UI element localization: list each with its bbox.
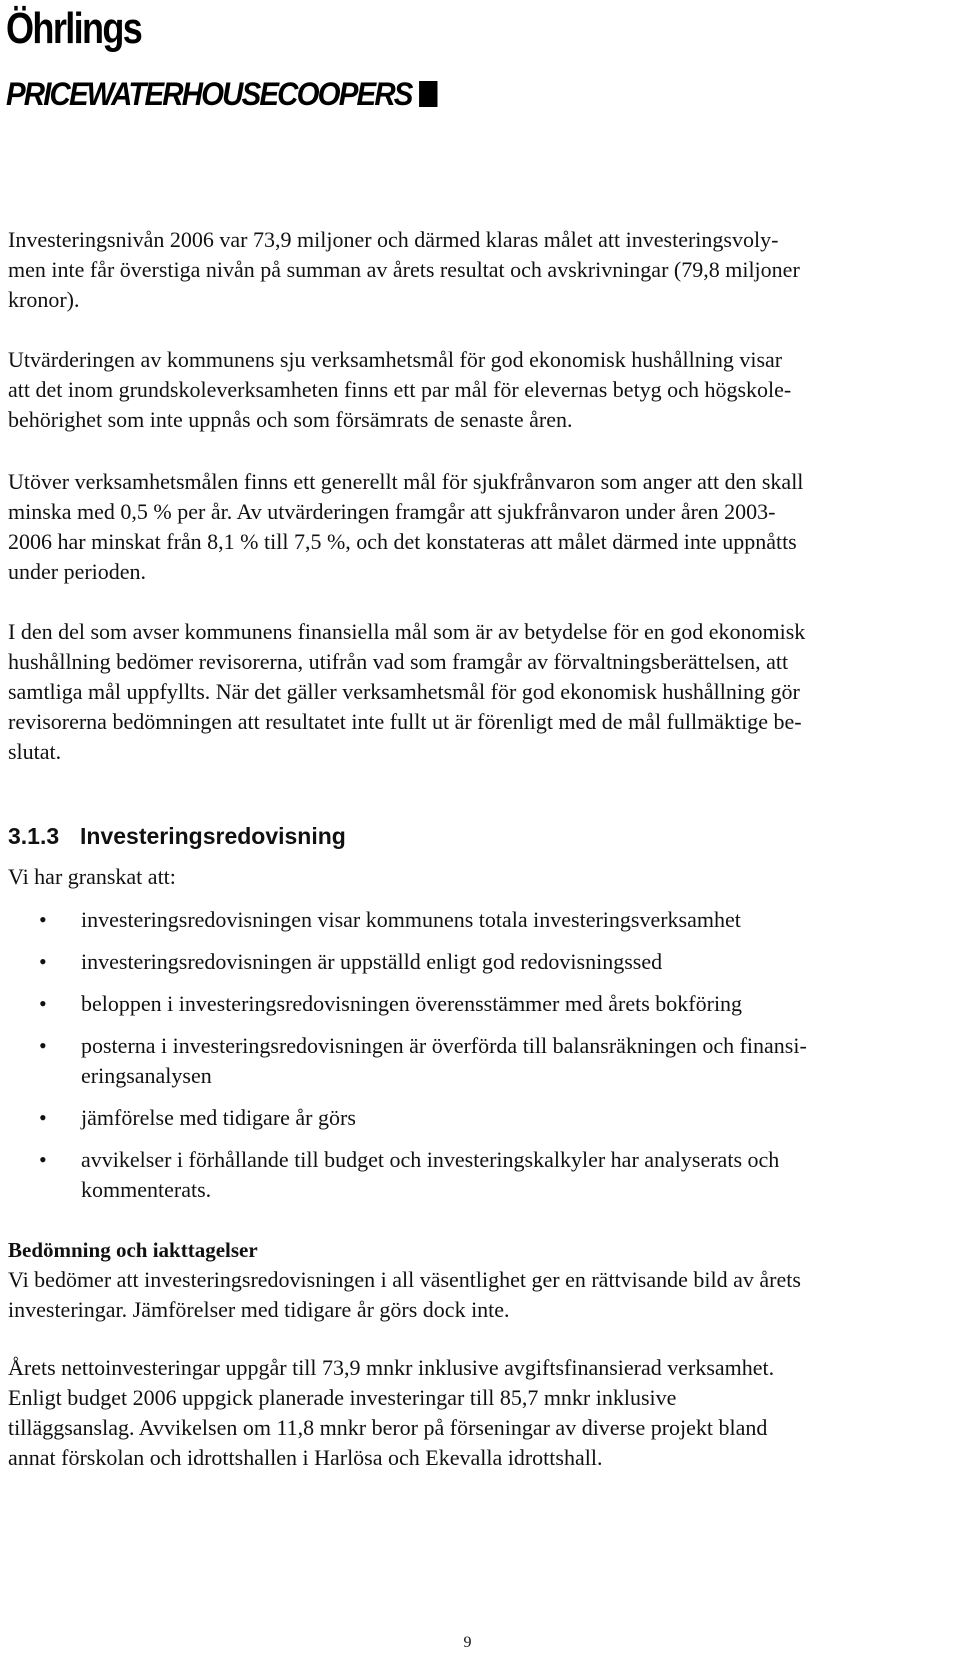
company-logo-pwc (6, 74, 437, 114)
list-item (0, 1145, 940, 1205)
bullet-icon: • (39, 1105, 47, 1130)
bullet-icon: • (39, 907, 47, 932)
list-item (0, 1031, 940, 1091)
list-item (0, 1103, 940, 1133)
list-item (0, 947, 940, 977)
company-logo-ohrlings: Öhrlings (6, 4, 142, 53)
list-item-text: jämförelse med tidigare år görs (81, 1105, 356, 1130)
section-title: Investeringsredovisning (80, 823, 346, 849)
list-item-text: beloppen i investeringsredovisningen överensstämmer med årets bokföring (81, 991, 743, 1016)
bullet-icon: • (39, 949, 47, 974)
net-investment-paragraph: Årets nettoinvesteringar uppgår till 73,9 mnkr inklusive avgiftsfinansierad verksamhet. Enligt budget 2006 uppgick planerade investeringar till 85,7 mnkr inklusive tilläggsanslag. Avvikelsen om 11,8 mnkr beror på förseningar av diverse projekt bland annat förskolan och idrottshallen i Harlösa och Ekevalla idrottshall. (8, 1355, 775, 1470)
list-item-text: investeringsredovisningen är uppställd enligt god redovisningssed (81, 949, 663, 974)
section-heading (8, 820, 346, 852)
list-item-text: avvikelser i förhållande till budget och investeringskalkyler har analyserats och kommenterats. (81, 1147, 780, 1202)
section-intro: Vi har granskat att: (8, 864, 176, 889)
list-item (0, 989, 940, 1019)
assessment-heading: Bedömning och iakttagelser (8, 1238, 258, 1262)
section-number: 3.1.3 (8, 823, 60, 849)
bullet-icon: • (39, 991, 47, 1016)
list-item (0, 905, 940, 935)
list-item-text: posterna i investeringsredovisningen är överförda till balansräkningen och finansi- eringsanalysen (81, 1033, 807, 1088)
paragraph-investment-level: Investeringsnivån 2006 var 73,9 miljoner och därmed klaras målet att investeringsvoly- men inte får överstiga nivån på summan av årets resultat och avskrivningar (79,8 miljoner kronor). (8, 227, 800, 312)
bullet-icon: • (39, 1033, 47, 1058)
review-checklist (0, 905, 940, 1217)
paragraph-goal-evaluation: Utvärderingen av kommunens sju verksamhetsmål för god ekonomisk hushållning visar att det inom grundskoleverksamheten finns ett par mål för elevernas betyg och högskole- behörighet som inte uppnås och som försämrats de senaste åren. (8, 347, 792, 432)
bullet-icon: • (39, 1147, 47, 1172)
list-item-text: investeringsredovisningen visar kommunens totala investeringsverksamhet (81, 907, 741, 932)
logo-block-icon (419, 81, 437, 107)
paragraph-financial-goals: I den del som avser kommunens finansiella mål som är av betydelse för en god ekonomisk hushållning bedömer revisorerna, utifrån vad som framgår av förvaltningsberättelsen, att samtliga mål uppfyllts. När det gäller verksamhetsmål för god ekonomisk hushållning gör revisorerna bedömningen att resultatet inte fullt ut är förenligt med de mål fullmäktige be- slutat. (8, 619, 806, 764)
paragraph-sick-leave: Utöver verksamhetsmålen finns ett generellt mål för sjukfrånvaron som anger att den skall minska med 0,5 % per år. Av utvärderingen framgår att sjukfrånvaron under åren 2003- 2006 har minskat från 8,1 % till 7,5 %, och det konstateras att målet därmed inte uppnåtts under perioden. (8, 469, 804, 584)
assessment-paragraph: Vi bedömer att investeringsredovisningen i all väsentlighet ger en rättvisande bild av årets investeringar. Jämförelser med tidigare år görs dock inte. (8, 1267, 801, 1322)
company-logo-pwc-text: PRICEWATERHOUSECOOPERS (6, 76, 412, 112)
page-number: 9 (463, 1634, 472, 1651)
